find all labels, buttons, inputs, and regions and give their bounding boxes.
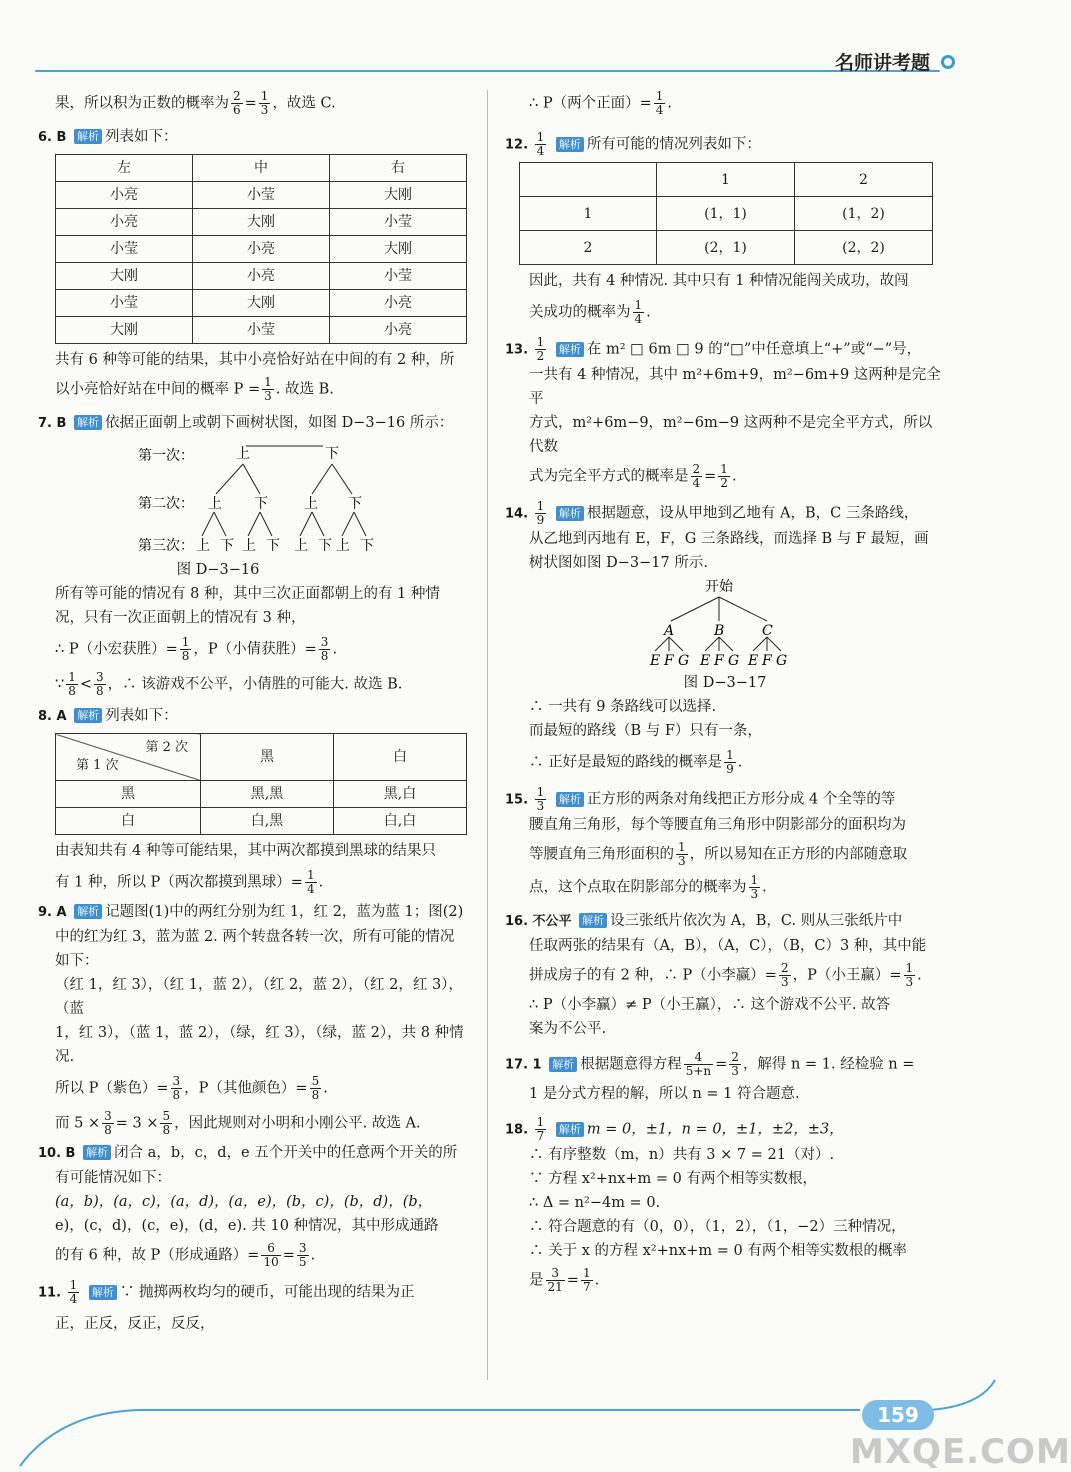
question-14: 14. $\frac{1}{9}$ 解析 根据题意，设从甲地到乙地有 A，B，C 三条路线， 从乙地到丙地有 E，F，G 三条路线，而选择 B 与 F 最短，画 树状图如图 D−3−17 所示. 开始 A B C E F G E F G E F G 图 D−3−17 ∴ 一共有 9 条路线可以选择. 而最短的路线（B 与 F）只有一条， ∴ 正好是最短的路线的概率是 $\frac{1}{9}$ . (505, 500, 945, 776)
answer-fraction: $\frac{1}{9}$ (536, 499, 545, 527)
fraction: $\frac{1}{2}$ (720, 462, 728, 490)
svg-text:下: 下 (360, 538, 374, 554)
question-8: 8. A 解析 列表如下： 第 2 次 第 1 次 黑 白 黑 黑,黑 黑,白 白 白,黑 白,白 由表知共有 4 种等可能结果，其中两次都摸到黑球的结果只 有 1 种，所以 P（两次都摸到黑球）= $\frac{1}{4}$ . (38, 704, 478, 896)
analysis-badge: 解析 (579, 913, 607, 928)
analysis-badge: 解析 (74, 708, 102, 723)
question-13: 13. $\frac{1}{2}$ 解析 在 m² □ 6m □ 9 的“□”中任意填上“+”或“−”号， 一共有 4 种情况，其中 m²+6m+9，m²−6m+9 这两种是完全平 方式，m²+6m−9，m²−6m−9 这两种不是完全平方式，所以代数 式为完全平方式的概率是 $\frac{2}{4}$ = $\frac{1}{2}$ . (505, 335, 941, 490)
svg-text:上: 上 (208, 496, 222, 512)
question-12: 12. $\frac{1}{4}$ 解析 所有可能的情况列表如下： 1 2 1 (1，1) (1，2) 2 (2，1) (2，2) 因此，共有 4 种情况. 其中只有 1 种情况能闯关成功，故闯 关成功的概率为 $\frac{1}{4}$ . (505, 131, 945, 326)
column-divider (487, 90, 488, 1380)
svg-text:E: E (650, 653, 661, 669)
table-header: 黑 (201, 734, 334, 781)
q5-tail: 果，所以积为正数的概率为 $\frac{2}{6}$ = $\frac{1}{3}$ ，故选 C. (55, 89, 336, 117)
analysis-badge: 解析 (549, 1057, 577, 1072)
analysis-badge: 解析 (556, 137, 584, 152)
svg-text:B: B (714, 623, 725, 639)
analysis-badge: 解析 (556, 342, 584, 357)
header-rule (35, 70, 940, 72)
fraction: $\frac{1}{3}$ (750, 873, 759, 901)
fraction: $\frac{1}{8}$ (68, 670, 76, 698)
fraction: $\frac{3}{8}$ (320, 635, 329, 663)
svg-text:G: G (728, 653, 740, 669)
question-11: 11. $\frac{1}{4}$ 解析 ∵ 抛掷两枚均匀的硬币，可能出现的结果为正 正，正反，反正，反反， (38, 1278, 415, 1332)
fraction: $\frac{5}{8}$ (311, 1074, 320, 1102)
analysis-badge: 解析 (74, 415, 102, 430)
question-number: 10. B (38, 1146, 76, 1161)
fraction: $\frac{1}{3}$ (678, 840, 686, 868)
fraction: $\frac{1}{7}$ (582, 1266, 591, 1294)
lineup-table: 左 中 右 小亮 小莹 大刚 小亮 大刚 小莹 小莹 小亮 大刚 大刚 小亮 小莹 小莹 大刚 小亮 大刚 小莹 小亮 (55, 154, 467, 344)
svg-text:上: 上 (304, 496, 318, 512)
question-number: 13. (505, 342, 529, 358)
route-tree-diagram (505, 575, 945, 671)
watermark: MXQE.COM (850, 1432, 1071, 1472)
question-number: 8. A (38, 709, 67, 724)
tree-row3-label: 第三次： (138, 538, 194, 554)
question-number: 16. 不公平 (505, 914, 572, 929)
analysis-badge: 解析 (89, 1285, 117, 1300)
answer-fraction: $\frac{1}{2}$ (536, 335, 545, 363)
svg-text:E: E (748, 653, 759, 669)
fraction: $\frac{2}{4}$ (692, 462, 701, 490)
answer-fraction: $\frac{1}{4}$ (536, 130, 545, 158)
ball-draw-table: 第 2 次 第 1 次 黑 白 黑 黑,黑 黑,白 白 白,黑 白,白 (55, 733, 467, 835)
question-number: 6. B (38, 130, 67, 145)
fraction: $\frac{4}{5+n}$ (685, 1050, 712, 1078)
svg-text:G: G (776, 653, 788, 669)
fraction: $\frac{1}{8}$ (181, 635, 190, 663)
analysis-badge: 解析 (74, 904, 102, 919)
table-header: 白 (334, 734, 467, 781)
svg-text:E: E (700, 653, 711, 669)
table-header: 中 (193, 155, 330, 182)
question-16: 16. 不公平 解析 设三张纸片依次为 A，B，C. 则从三张纸片中 任取两张的结果有（A，B），（A，C），（B，C）3 种，其中能 拼成房子的有 2 种，∴ P（小李赢）= $\frac{2}{3}$ ，P（小王赢）= $\frac{1}{3}$ . ∴ P（小李赢）≠ P（小王赢），∴ 这个游戏不公平. 故答 案为不公平. (505, 913, 927, 1037)
fraction: $\frac{2}{6}$ (233, 89, 241, 117)
fraction: $\frac{3}{8}$ (96, 670, 104, 698)
outcome-table: 1 2 1 (1，1) (1，2) 2 (2，1) (2，2) (519, 162, 933, 265)
svg-text:下: 下 (220, 538, 234, 554)
analysis-badge: 解析 (83, 1145, 111, 1160)
question-10: 10. B 解析 闭合 a，b，c，d，e 五个开关中的任意两个开关的所 有可能情况如下： (a，b)，(a，c)，(a，d)，(a，e)，(b，c)，(b，d)，(b， e)，(c，d)，(c，e)，(d，e). 共 10 种情况，其中形成通路 的有 6 种，故 P（形成通路）= $\frac{6}{10}$ = $\frac{3}{5}$ . (38, 1145, 458, 1269)
figure-caption: 图 D−3−16 (176, 562, 260, 578)
svg-text:上: 上 (294, 538, 308, 554)
svg-text:上: 上 (242, 538, 256, 554)
header-circle-icon (941, 55, 955, 69)
answer-fraction: $\frac{1}{7}$ (536, 1115, 545, 1143)
question-9: 9. A 解析 记题图(1)中的两红分别为红 1，红 2，蓝为蓝 1；图(2) 中的红为红 3，蓝为蓝 2. 两个转盘各转一次，所有可能的情况 如下： （红 1，红 3），（红 1，蓝 2），（红 2，蓝 2），（红 2，红 3），（蓝 1，红 3），（蓝 1，蓝 2），（绿，红 3），（绿，蓝 2），共 8 种情况. 所以 P（紫色）= $\frac{3}{8}$ ，P（其他颜色）= $\frac{5}{8}$ . 而 5 × $\frac{3}{8}$ = 3 × $\frac{5}{8}$ ，因此规则对小明和小刚公平. 故选 A. (38, 904, 464, 1137)
svg-text:上: 上 (336, 538, 350, 554)
figure-caption: 图 D−3−17 (683, 675, 767, 691)
answer-fraction: $\frac{1}{4}$ (69, 1278, 78, 1306)
tree-node-up: 上 (236, 446, 250, 462)
answer-fraction: $\frac{1}{3}$ (536, 785, 545, 813)
question-18: 18. $\frac{1}{7}$ 解析 m = 0，±1，n = 0，±1，±2，±3， ∴ 有序整数（m，n）共有 3 × 7 = 21（对）. ∵ 方程 x²+nx+m = 0 有两个相等实数根， ∴ Δ = n²−4m = 0. ∴ 符合题意的有（0，0），（1，2），（1，−2）三种情况， ∴ 关于 x 的方程 x²+nx+m = 0 有两个相等实数根的概率 是 $\frac{3}{21}$ = $\frac{1}{7}$ . (505, 1115, 907, 1294)
svg-text:下: 下 (348, 496, 362, 512)
fraction: $\frac{3}{8}$ (104, 1109, 112, 1137)
svg-text:F: F (714, 653, 724, 669)
fraction: $\frac{3}{8}$ (172, 1074, 181, 1102)
fraction: $\frac{1}{3}$ (260, 89, 269, 117)
question-15: 15. $\frac{1}{3}$ 解析 正方形的两条对角线把正方形分成 4 个全等的等 腰直角三角形，每个等腰直角三角形中阴影部分的面积均为 等腰直角三角形面积的 $\frac{1}{3}$ ，所以易知在正方形的内部随意取 点，这个点取在阴影部分的概率为 $\frac{1}{3}$ . (505, 785, 908, 901)
left-column (38, 90, 478, 1336)
svg-text:下: 下 (318, 538, 332, 554)
question-number: 14. (505, 506, 529, 522)
fraction: $\frac{2}{3}$ (731, 1050, 739, 1078)
svg-text:G: G (678, 653, 690, 669)
svg-text:下: 下 (254, 496, 268, 512)
svg-text:C: C (762, 623, 773, 639)
fraction: $\frac{1}{9}$ (726, 748, 734, 776)
table-header: 左 (56, 155, 193, 182)
analysis-badge: 解析 (74, 129, 102, 144)
fraction: $\frac{1}{3}$ (905, 961, 914, 989)
svg-text:下: 下 (266, 538, 280, 554)
coin-tree-diagram (68, 438, 428, 558)
svg-text:F: F (762, 653, 772, 669)
fraction: $\frac{1}{4}$ (634, 298, 643, 326)
question-7: 7. B 解析 依据正面朝上或朝下画树状图，如图 D−3−16 所示： 第一次： 第二次： 第三次： 上 下 上 下 上 下 上 下 上 下 上 下 上 下 图 D−3−16 所有等可能的情况有 8 种，其中三次正面都朝上的有 1 种情 况，只有一次正面朝上的情况有 3 种， ∴ P（小宏获胜）= $\frac{1}{8}$ ，P（小倩获胜）= $\frac{3}{8}$ . ∵ $\frac{1}{8}$ < $\frac{3}{8}$ ，∴ 该游戏不公平，小倩胜的可能大. 故选 B. (38, 411, 478, 698)
right-column: ∴ P（两个正面）= $\frac{1}{4}$ . 12. $\frac{1}{4}$ 解析 所有可能的情况列表如下： 1 2 1 (1，1) (1，2) 2 (2，1) (2，2) 因此，共有 4 种情况. 其中只有 1 种情况能闯关成功，故闯 关成功的概率为 $\frac{1}{4}$ . 13. $\frac{1}{2}$ 解析 在 m² □ 6m □ 9 的“□”中任意填上“+”或“−”号， 一共有 4 种情况，其中 m²+6m+9，m²−6m+9 这两种是完全平 方式，m²+6m−9，m²−6m−9 这两种不是完全平方式，所以代数 式为完全平方式的概率是 $\frac{2}{4}$ = $\frac{1}{2}$ . 14. $\frac{1}{9}$ 解析 根据题意，设从甲地到乙地有 A，B，C 三条路线， 从乙地到丙地有 E，F，G 三条路线，而选择 B 与 F 最短，画 树状图如图 D−3−17 所示. 开始 A B C E F G E F G E F G 图 D−3−17 ∴ 一共有 9 条路线可以选择. 而最短的路线（B 与 F）只有一条， ∴ 正好是最短的路线的概率是 $\frac{1}{9}$ . 15. $\frac{1}{3}$ 解析 正方形的两条对角线把正方形分成 4 个全等的等 腰直角三角形，每个等腰直角三角形中阴影部分的面积均为 等腰直角三角形面积的 $\frac{1}{3}$ ，所以易知在正方形的内部随意取 点，这个点取在阴影部分的概率为 $\frac{1}{3}$ . 16. 不公平 解析 设三张纸片依次为 A，B，C. 则从三张纸片中 任取两张的结果有（A，B），（A，C），（B，C）3 种，其中能 拼成房子的有 2 种，∴ P（小李赢）= $\frac{2}{3}$ ，P（小王赢）= $\frac{1}{3}$ . ∴ P（小李赢）≠ P（小王赢），∴ 这个游戏不公平. 故答 案为不公平. 17. 1 解析 根据题意得方程 $\frac{4}{5+n}$ = $\frac{2}{3}$ ，解得 n = 1. 经检验 n = 1 是分式方程的解，所以 n = 1 符合题意. 18. $\frac{1}{7}$ 解析 m = 0，±1，n = 0，±1，±2，±3， ∴ 有序整数（m，n）共有 3 × 7 = 21（对）. ∵ 方程 x²+nx+m = 0 有两个相等实数根， ∴ Δ = n²−4m = 0. ∴ 符合题意的有（0，0），（1，2），（1，−2）三种情况， ∴ 关于 x 的方程 x²+nx+m = 0 有两个相等实数根的概率 是 $\frac{3}{21}$ = $\frac{1}{7}$ . (505, 90, 945, 1294)
question-number: 11. (38, 1285, 62, 1301)
question-number: 9. A (38, 905, 67, 920)
tree-root: 开始 (705, 579, 733, 595)
question-number: 12. (505, 137, 529, 153)
fraction: $\frac{3}{5}$ (298, 1241, 307, 1269)
tree-row2-label: 第二次： (138, 496, 194, 512)
fraction: $\frac{2}{3}$ (780, 961, 789, 989)
fraction: $\frac{1}{4}$ (655, 89, 664, 117)
table-corner-cell: 第 2 次 第 1 次 (56, 734, 201, 781)
analysis-badge: 解析 (556, 506, 584, 521)
question-number: 18. (505, 1122, 529, 1138)
svg-text:上: 上 (196, 538, 210, 554)
tree-row1-label: 第一次： (138, 448, 194, 464)
question-number: 17. 1 (505, 1057, 542, 1073)
question-17: 17. 1 解析 根据题意得方程 $\frac{4}{5+n}$ = $\frac{2}{3}$ ，解得 n = 1. 经检验 n = 1 是分式方程的解，所以 n = 1 符合题意. (505, 1050, 915, 1102)
analysis-badge: 解析 (556, 1122, 584, 1137)
table-header: 右 (330, 155, 467, 182)
fraction: $\frac{1}{4}$ (306, 868, 315, 896)
question-6: 6. B 解析 列表如下： 左 中 右 小亮 小莹 大刚 小亮 大刚 小莹 小莹 小亮 大刚 大刚 小亮 小莹 小莹 大刚 小亮 大刚 小莹 小亮 共有 6 种等可能的结果，其中小亮恰好站在中间的有 2 种，所 以小亮恰好站在中间的概率 P = $\frac{1}{3}$ . 故选 B. (38, 125, 478, 403)
svg-text:A: A (664, 623, 675, 639)
fraction: $\frac{1}{3}$ (264, 375, 272, 403)
tree-branches (202, 446, 366, 536)
question-number: 7. B (38, 416, 67, 431)
fraction: $\frac{5}{8}$ (162, 1109, 171, 1137)
fraction: $\frac{3}{21}$ (547, 1266, 563, 1294)
page-number: 159 (862, 1400, 934, 1430)
tree-node-down: 下 (325, 446, 339, 462)
question-number: 15. (505, 792, 529, 808)
header-title: 名师讲考题 (834, 52, 930, 74)
fraction: $\frac{6}{10}$ (263, 1241, 279, 1269)
analysis-badge: 解析 (556, 792, 584, 807)
svg-text:F: F (664, 653, 674, 669)
